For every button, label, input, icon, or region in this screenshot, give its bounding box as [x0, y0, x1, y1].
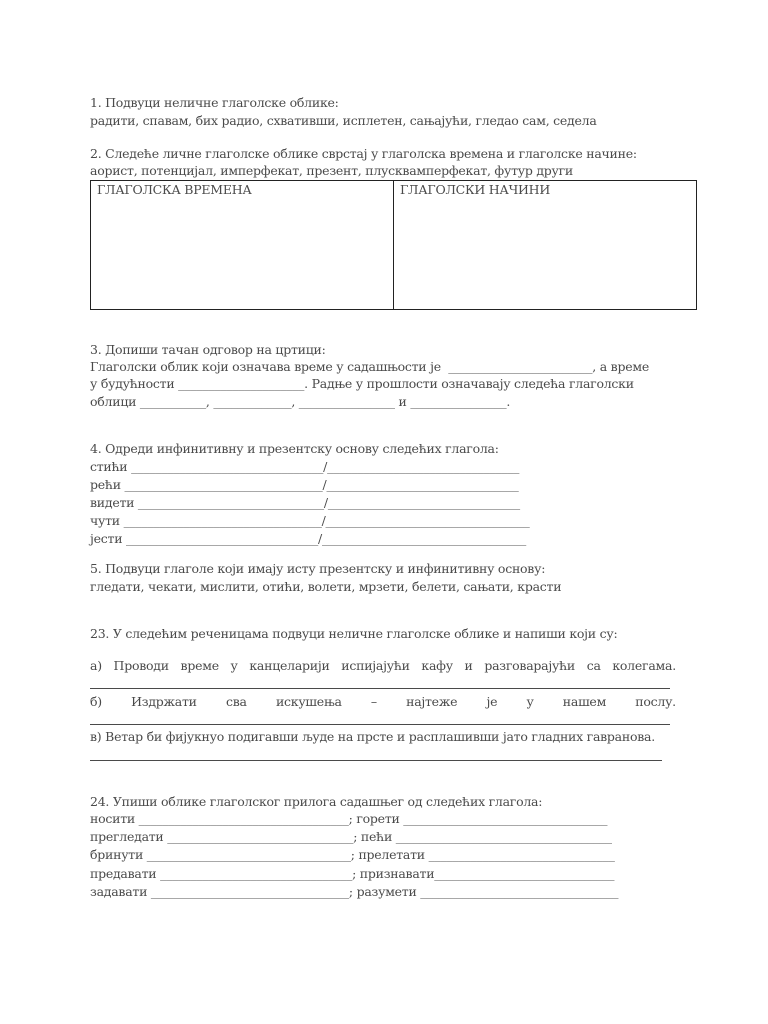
q23-sentence-a-words: а) Проводи време у канцеларији испијајући кафу и разговарајући са колегама. — [90, 658, 676, 673]
q5-word-list: гледати, чекати, мислити, отићи, волети, мрзети, белети, сањати, красти — [90, 579, 562, 594]
q24-row: бринути __________________________________; прелетати _______________________________ — [90, 847, 615, 862]
moods-header: ГЛАГОЛСКИ НАЧИНИ — [400, 182, 550, 197]
q2-title: 2. Следеће личне глаголске облике сврстај у глаголска времена и глаголске начине: — [90, 146, 637, 161]
q24-row: прегледати _______________________________; пећи ____________________________________ — [90, 829, 612, 844]
q23-title: 23. У следећим реченицама подвуци неличне глаголске облике и напиши који су: — [90, 626, 618, 641]
q3-title: 3. Допиши тачан одговор на цртици: — [90, 342, 326, 357]
q23-answer-line-c[interactable] — [90, 760, 662, 761]
q1-word-list: радити, спавам, бих радио, схвативши, исплетен, сањајући, гледао сам, седела — [90, 113, 597, 128]
q4-row: стићи ________________________________/________________________________ — [90, 459, 520, 474]
table-column-moods[interactable] — [394, 181, 697, 310]
verb-classification-table — [90, 180, 697, 310]
q23-sentence-c: в) Ветар би фијукнуо подигавши људе на прсте и расплашивши јато гладних гавранова. — [90, 729, 655, 744]
tenses-header: ГЛАГОЛСКА ВРЕМЕНА — [97, 182, 252, 197]
q2-word-list: аорист, потенцијал, имперфекат, презент, плусквамперфекат, футур други — [90, 163, 574, 178]
q4-row: чути _________________________________/__________________________________ — [90, 513, 530, 528]
q4-row: рећи _________________________________/________________________________ — [90, 477, 519, 492]
q3-line-2: у будућности _____________________. Радње у прошлости означавају следећа глаголски — [90, 376, 634, 391]
q1-title: 1. Подвуци неличне глаголске облике: — [90, 95, 339, 110]
q23-answer-line-a[interactable] — [90, 688, 670, 689]
q3-line-1: Глаголски облик који означава време у садашњости је ________________________, а време — [90, 359, 649, 374]
q24-title: 24. Упиши облике глаголског прилога садашњег од следећих глагола: — [90, 794, 543, 809]
q23-sentence-b-words: б) Издржати сва искушења – најтеже је у нашем послу. — [90, 694, 676, 709]
q24-row: задавати _________________________________; разумети _________________________________ — [90, 884, 619, 899]
q23-sentence-a — [90, 658, 676, 674]
q3-line-3: облици ___________, _____________, ________________ и ________________. — [90, 394, 511, 409]
q4-row: јести ________________________________/__________________________________ — [90, 531, 526, 546]
q23-sentence-b — [90, 694, 676, 710]
table-column-tenses[interactable] — [91, 181, 394, 310]
q5-title: 5. Подвуци глаголе који имају исту презентску и инфинитивну основу: — [90, 561, 546, 576]
q24-row: предавати ________________________________; признавати______________________________ — [90, 866, 615, 881]
q4-title: 4. Одреди инфинитивну и презентску основу следећих глагола: — [90, 441, 499, 456]
q24-row: носити ___________________________________; горети __________________________________ — [90, 811, 608, 826]
q4-row: видети _______________________________/________________________________ — [90, 495, 520, 510]
q23-answer-line-b[interactable] — [90, 724, 670, 725]
